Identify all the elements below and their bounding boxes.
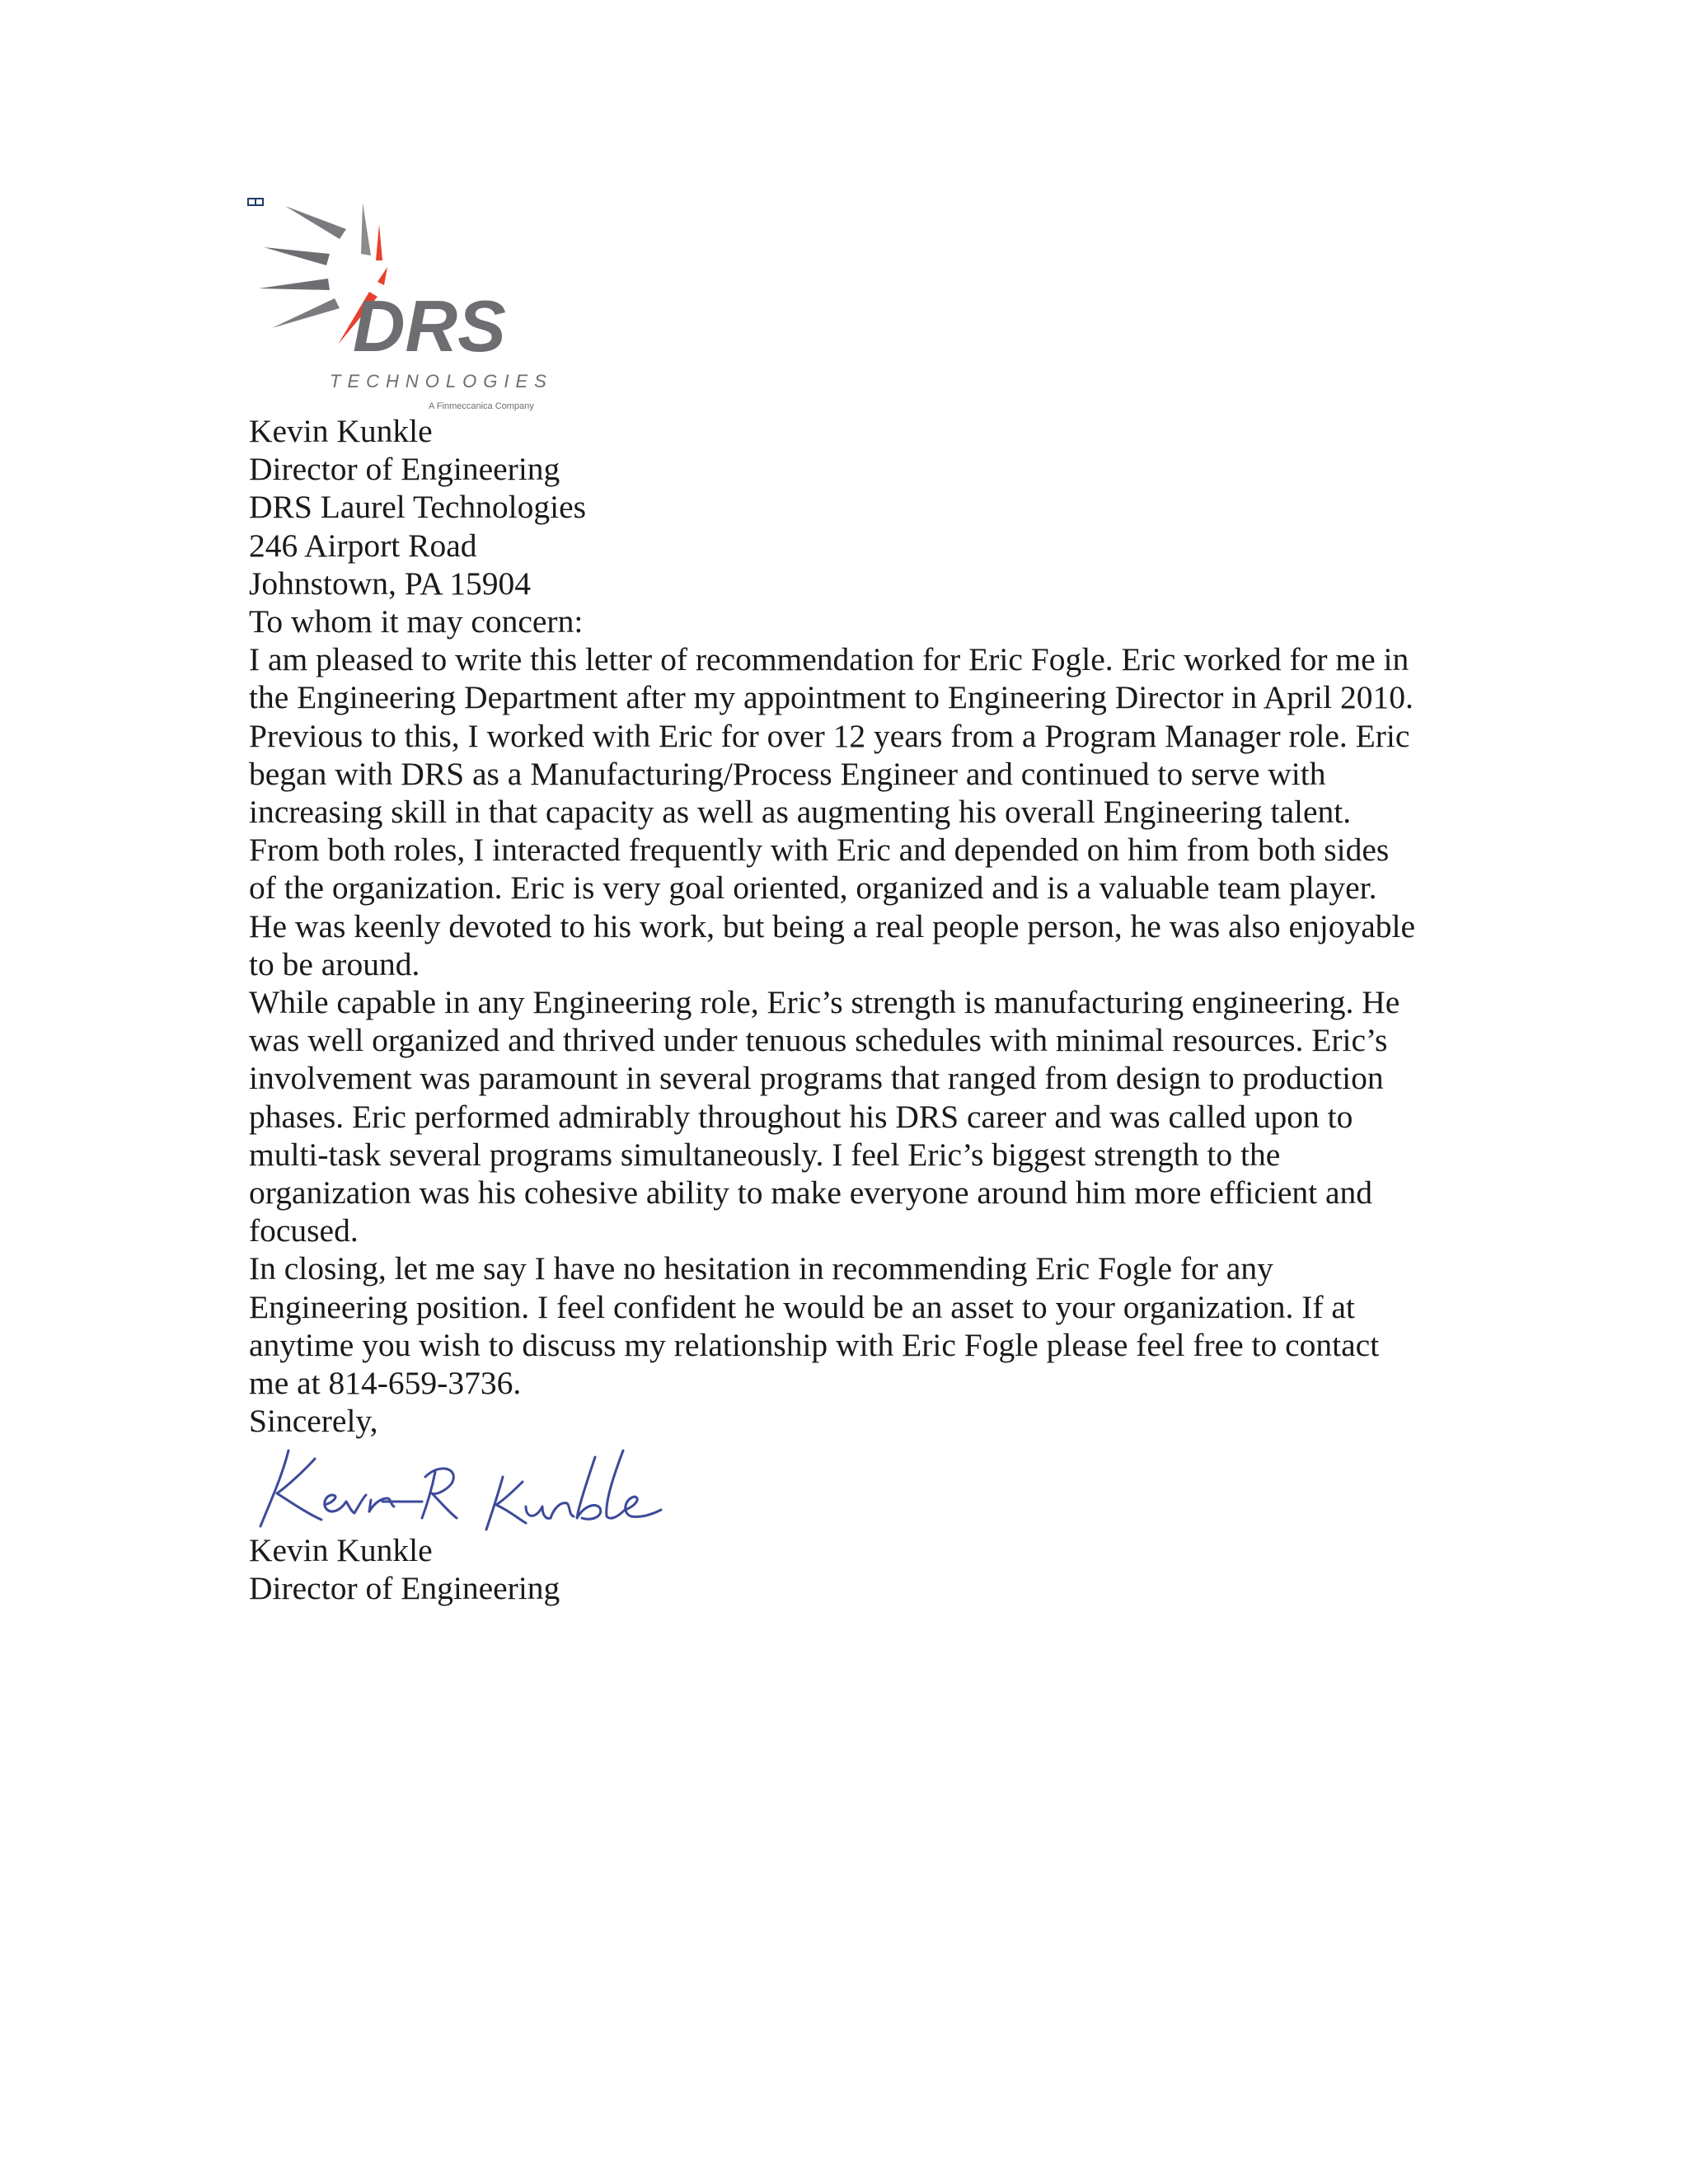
closing-title: Director of Engineering bbox=[249, 1570, 560, 1607]
body-line: Engineering position. I feel confident he would be an asset to your organization. If at bbox=[249, 1288, 1355, 1325]
drs-logo-graphic bbox=[247, 196, 577, 417]
drs-technologies-logo bbox=[247, 196, 577, 417]
logo-wordmark: DRS bbox=[353, 285, 506, 367]
body-line: me at 814-659-3736. bbox=[249, 1365, 522, 1402]
body-line: increasing skill in that capacity as well as augmenting his overall Engineering talent. bbox=[249, 794, 1352, 831]
logo-tagline: A Finmeccanica Company bbox=[429, 401, 534, 411]
body-line: multi-task several programs simultaneously. I feel Eric’s biggest strength to the bbox=[249, 1136, 1281, 1173]
closing-name: Kevin Kunkle bbox=[249, 1532, 433, 1568]
valediction: Sincerely, bbox=[249, 1403, 378, 1440]
body-line: While capable in any Engineering role, Eric’s strength is manufacturing engineering. He bbox=[249, 984, 1400, 1021]
sender-company: DRS Laurel Technologies bbox=[249, 489, 586, 526]
signature-graphic bbox=[249, 1444, 694, 1535]
sender-street: 246 Airport Road bbox=[249, 527, 477, 564]
body-line: From both roles, I interacted frequently with Eric and depended on him from both sides bbox=[249, 832, 1390, 869]
body-line: began with DRS as a Manufacturing/Process Engineer and continued to serve with bbox=[249, 755, 1326, 792]
body-line: anytime you wish to discuss my relationship with Eric Fogle please feel free to contact bbox=[249, 1326, 1380, 1363]
closing-block bbox=[249, 1531, 560, 1607]
salutation: To whom it may concern: bbox=[249, 603, 584, 640]
body-line: the Engineering Department after my appointment to Engineering Director in April 2010. bbox=[249, 679, 1414, 716]
body-line: I am pleased to write this letter of recommendation for Eric Fogle. Eric worked for me in bbox=[249, 641, 1409, 678]
sender-name: Kevin Kunkle bbox=[249, 413, 433, 449]
logo-subtitle: TECHNOLOGIES bbox=[330, 371, 553, 391]
body-line: In closing, let me say I have no hesitation in recommending Eric Fogle for any bbox=[249, 1250, 1273, 1287]
body-line: focused. bbox=[249, 1212, 359, 1249]
body-line: phases. Eric performed admirably throughout his DRS career and was called upon to bbox=[249, 1098, 1353, 1135]
body-line: Previous to this, I worked with Eric for over 12 years from a Program Manager role. Eric bbox=[249, 717, 1410, 754]
body-line: involvement was paramount in several programs that ranged from design to production bbox=[249, 1060, 1384, 1097]
body-line: organization was his cohesive ability to make everyone around him more efficient and bbox=[249, 1174, 1373, 1212]
body-line: of the organization. Eric is very goal oriented, organized and is a valuable team player. bbox=[249, 869, 1377, 907]
body-line: was well organized and thrived under tenuous schedules with minimal resources. Eric’s bbox=[249, 1022, 1388, 1059]
body-line: to be around. bbox=[249, 945, 420, 982]
handwritten-signature bbox=[249, 1444, 694, 1535]
letter-text bbox=[249, 412, 1452, 1440]
body-line: He was keenly devoted to his work, but being a real people person, he was also enjoyable bbox=[249, 907, 1415, 944]
sender-title: Director of Engineering bbox=[249, 451, 560, 488]
sender-city: Johnstown, PA 15904 bbox=[249, 565, 532, 602]
